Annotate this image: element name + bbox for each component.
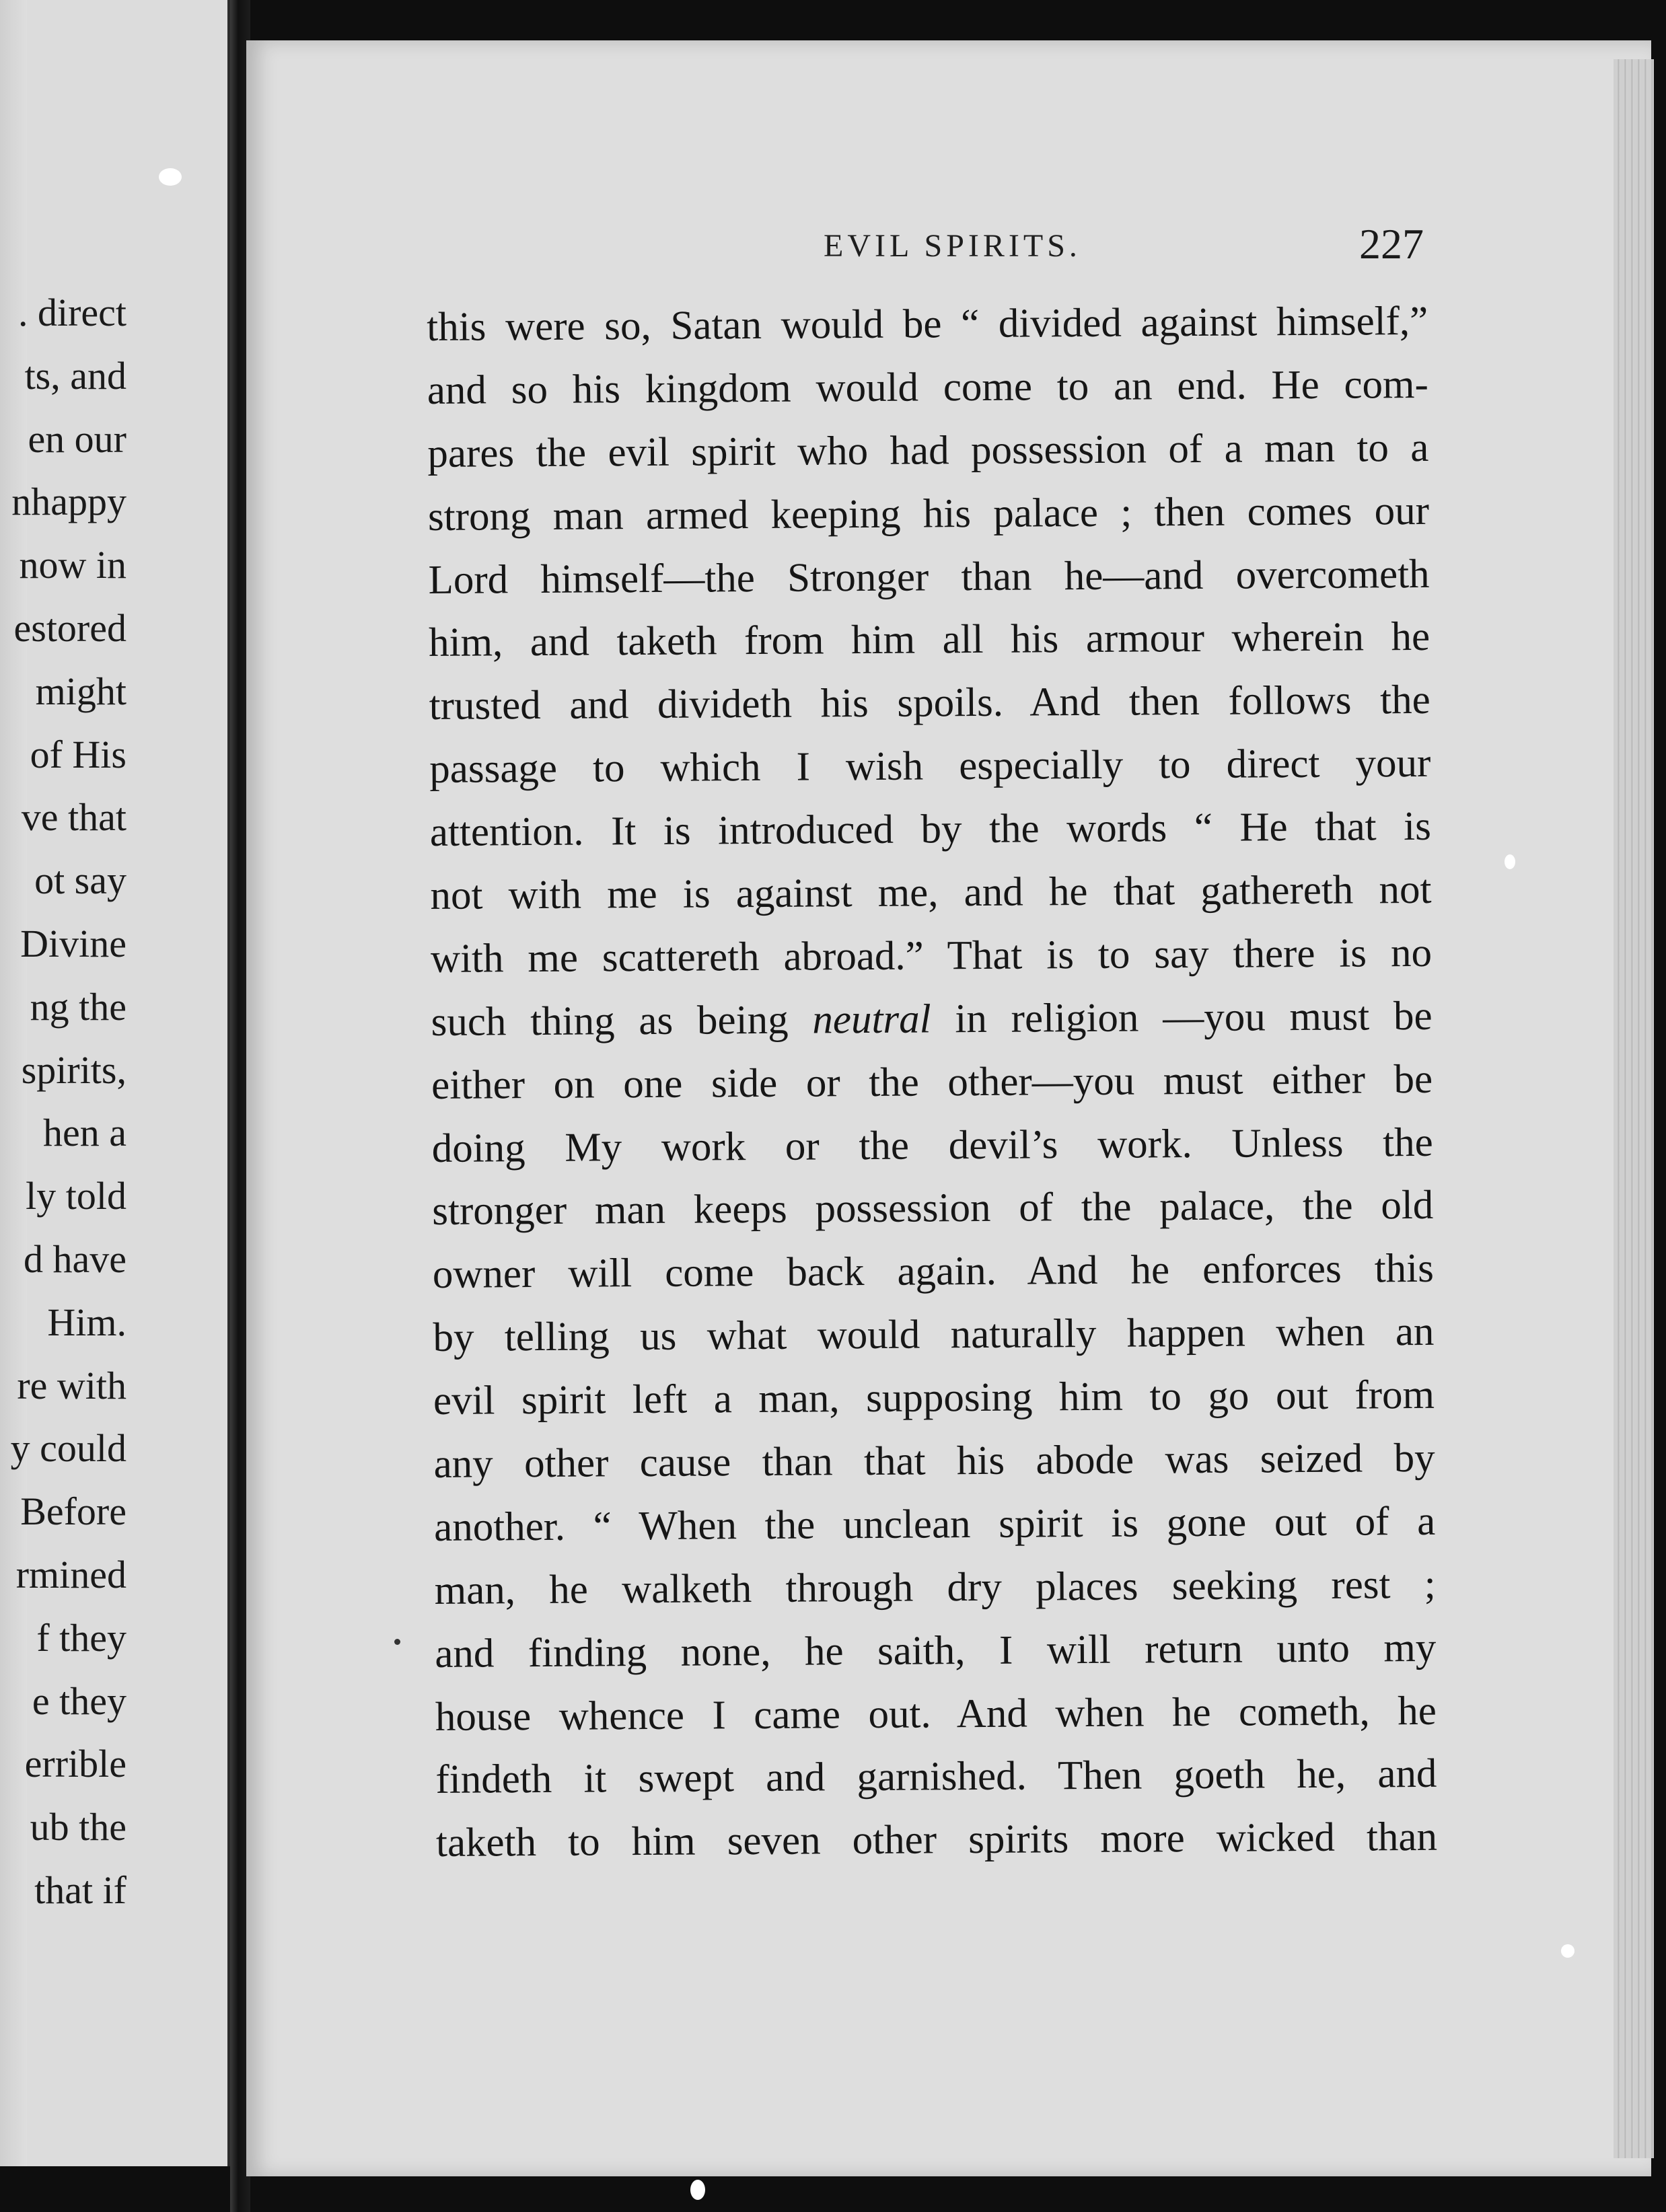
text-line: man, he walketh through dry places seeking rest ; xyxy=(434,1561,1436,1613)
scan-speck xyxy=(159,168,182,186)
running-head: EVIL SPIRITS. xyxy=(824,228,1081,264)
left-line: en our xyxy=(28,416,126,461)
text-line: by telling us what would naturally happen when an xyxy=(433,1309,1435,1361)
text-line: with me scattereth abroad.” That is to say there is no xyxy=(430,930,1433,982)
left-line: estored xyxy=(13,605,126,650)
left-line: ub the xyxy=(30,1805,126,1849)
text-line: trusted and divideth his spoils. And then follows the xyxy=(429,677,1430,729)
left-line: nhappy xyxy=(11,480,126,524)
left-line: of His xyxy=(30,732,126,776)
left-line: ve that xyxy=(21,795,126,840)
text-line: passage to which I wish especially to direct your xyxy=(429,741,1431,792)
left-line: re with xyxy=(17,1363,126,1407)
text-line: owner will come back again. And he enforces this xyxy=(432,1246,1435,1298)
scan-speck xyxy=(1505,854,1515,869)
text-line: such thing as being neutral in religion —you must be xyxy=(431,993,1433,1045)
scan-speck xyxy=(690,2180,705,2200)
left-page-text xyxy=(11,281,126,1922)
left-line: ot say xyxy=(34,858,126,903)
left-line: rmined xyxy=(15,1552,126,1596)
text-line: not with me is against me, and he that gathereth not xyxy=(430,867,1432,918)
text-line: stronger man keeps possession of the palace, the old xyxy=(432,1183,1434,1234)
scan-speck xyxy=(1561,1944,1574,1958)
text-line: evil spirit left a man, supposing him to go out from xyxy=(433,1372,1435,1424)
text-line: either on one side or the other—you must either be xyxy=(431,1056,1433,1108)
text-line: Lord himself—the Stronger than he—and overcometh xyxy=(428,551,1430,603)
text-line: strong man armed keeping his palace ; then comes our xyxy=(427,488,1430,540)
left-line: ng the xyxy=(30,984,126,1029)
text-line: him, and taketh from him all his armour wherein he xyxy=(428,614,1430,666)
text-line: house whence I came out. And when he cometh, he xyxy=(435,1688,1437,1740)
left-line: might xyxy=(35,669,126,713)
text-line: doing My work or the devil’s work. Unless the xyxy=(431,1119,1433,1171)
left-line: now in xyxy=(19,543,126,587)
left-line: errible xyxy=(24,1742,126,1786)
left-line: d have xyxy=(24,1237,126,1281)
text-line: attention. It is introduced by the words “ He that is xyxy=(429,804,1432,856)
left-line: that if xyxy=(34,1868,126,1912)
text-line: and finding none, he saith, I will return unto my xyxy=(435,1625,1437,1676)
left-line: spirits, xyxy=(21,1047,126,1092)
left-line: Divine xyxy=(20,921,126,965)
left-line: Before xyxy=(20,1489,126,1534)
text-line: another. “ When the unclean spirit is gone out of a xyxy=(433,1498,1436,1550)
text-line: and so his kingdom would come to an end. He com- xyxy=(427,361,1429,413)
text-line: any other cause than that his abode was seized by xyxy=(433,1435,1435,1487)
margin-mark xyxy=(394,1639,400,1645)
text-line: this were so, Satan would be “ divided against himself,” xyxy=(427,298,1428,350)
left-line: hen a xyxy=(43,1111,126,1155)
left-page xyxy=(0,0,230,2166)
left-line: . direct xyxy=(17,291,126,334)
left-line: ts, and xyxy=(24,353,126,398)
left-line: f they xyxy=(36,1615,126,1660)
text-line: taketh to him seven other spirits more wicked than xyxy=(435,1814,1438,1866)
text-line: pares the evil spirit who had possession of a man to a xyxy=(427,425,1429,476)
text-line: findeth it swept and garnished. Then goeth he, and xyxy=(435,1751,1437,1803)
left-line: y could xyxy=(10,1426,126,1471)
page-number: 227 xyxy=(1359,220,1424,268)
left-line: Him. xyxy=(47,1300,126,1344)
body-text xyxy=(427,290,1437,1875)
left-line: e they xyxy=(32,1679,126,1723)
left-line: ly told xyxy=(26,1174,126,1218)
page-edge xyxy=(1614,59,1654,2158)
